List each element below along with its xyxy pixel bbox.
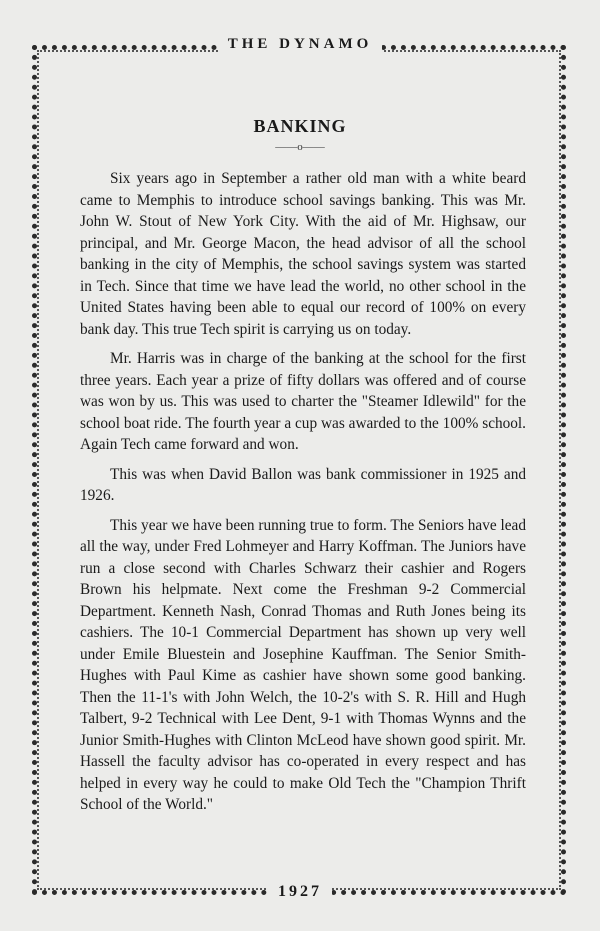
article-title: BANKING (253, 116, 347, 136)
paragraph: This was when David Ballon was bank commissioner in 1925 and 1926. (80, 465, 526, 504)
paragraph: This year we have been running true to form. The Seniors have lead all the way, under Fred Lohmeyer and Harry Koffman. The Juniors have run a close second with Charles Schwarz their cashier and Rogers Brown his helpmate. Next come the Freshman 9-2 Commercial Department. Kenneth Nash, Conrad Thomas and Ruth Jones being its cashiers. The 10-1 Commercial Department has shown up very well under Emile Bluestein and Josephine Kauffman. The Senior Smith-Hughes with Paul Kime as cashier have shown some good banking. Then the 11-1's with John Welch, the 10-2's with S. R. Hill and Hugh Talbert, 9-2 Technical with Lee Dent, 9-1 with Thomas Wynns and the Junior Smith-Hughes with Clinton McLeod have shown good spirit. Mr. Hassell the faculty advisor has co-operated in every respect and has helped in every way he could to make Old Tech the "Champion Thrift School of the World." (80, 516, 526, 813)
paragraph: Mr. Harris was in charge of the banking at the school for the first three years. Each year a prize of fifty dollars was offered and of course was won by us. This was used to charter the "Steamer Idlewild" for the school boat ride. The fourth year a cup was awarded to the 100% school. Again Tech came forward and won. (80, 350, 526, 453)
page-footer (0, 883, 600, 901)
title-divider: ——o—— (275, 141, 325, 153)
year-label: 1927 (268, 883, 332, 901)
publication-title: THE DYNAMO (218, 36, 383, 53)
paragraph: Six years ago in September a rather old man with a white beard came to Memphis to introduce school savings banking. This was Mr. John W. Stout of New York City. With the aid of Mr. Highsaw, our principal, and Mr. George Macon, the head advisor of all the school banking in the city of Memphis, the school savings system was started in Tech. Since that time we have lead the world, no other school in the United States having been able to equal our record of 100% on every bank day. This true Tech spirit is carrying us on today. (80, 170, 526, 338)
page-header (0, 35, 600, 53)
article-body (80, 168, 526, 824)
